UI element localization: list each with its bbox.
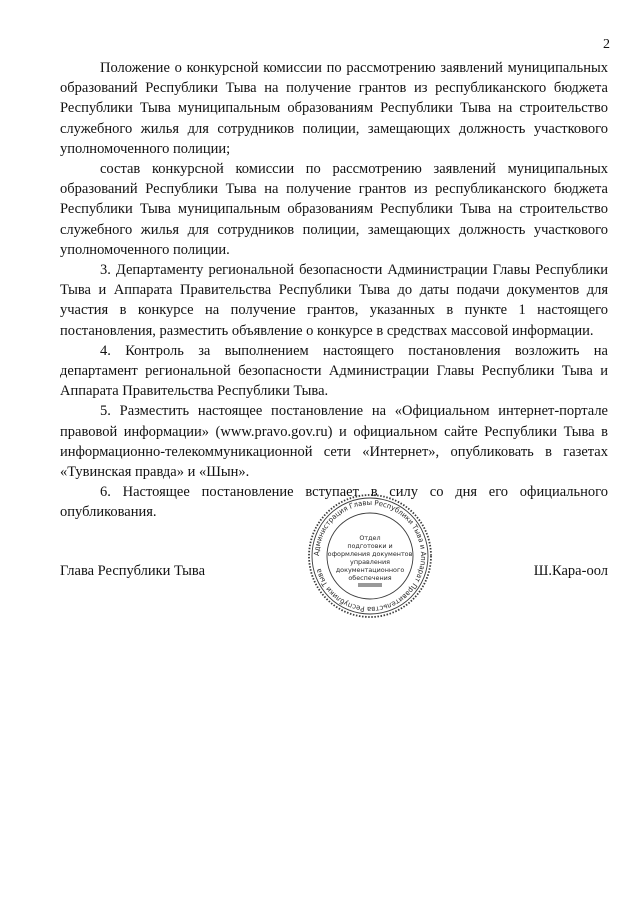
official-seal-stamp bbox=[306, 492, 434, 620]
page-number: 2 bbox=[603, 37, 610, 52]
paragraph-item-5: 5. Разместить настоящее постановление на «Официальном интернет-портале правовой информации» (www.pravo.gov.ru) и официальном сайте Республики Тыва в информационно-телекоммуникационной сети «Интернет», опубликовать в газетах «Тувинская правда» и «Шын». bbox=[60, 403, 608, 481]
seal-center-line: оформления документов bbox=[327, 550, 413, 558]
seal-center-line: управления bbox=[350, 558, 390, 566]
seal-center-text bbox=[328, 534, 413, 582]
seal-emblem-mark bbox=[358, 583, 382, 587]
paragraph-commission-composition: состав конкурсной комиссии по рассмотрению заявлений муниципальных образований Республики Тыва на получение грантов из республиканского бюджета Республики Тыва муниципальным образованиям Республики Тыва на строительство служебного жилья для сотрудников полиции, замещающих должность участкового уполномоченного полиции. bbox=[60, 161, 608, 258]
paragraph-item-4: 4. Контроль за выполнением настоящего постановления возложить на департамент региональной безопасности Администрации Главы Республики Тыва и Аппарата Правительства Республики Тыва. bbox=[60, 342, 608, 400]
signature-title: Глава Республики Тыва bbox=[60, 563, 206, 579]
seal-ring-textpath: Администрация Главы Республики Тыва и Аппарат Правительства Республики Тыва bbox=[311, 497, 429, 615]
seal-center-line: обеспечения bbox=[348, 574, 392, 582]
signature-name: Ш.Кара-оол bbox=[533, 563, 608, 579]
seal-center-line: подготовки и bbox=[347, 542, 393, 550]
paragraph-item-6: 6. Настоящее постановление вступает в силу со дня его официального опубликования. bbox=[60, 484, 608, 521]
seal-center-line: документационного bbox=[335, 566, 405, 574]
seal-center-line: Отдел bbox=[359, 534, 381, 542]
paragraph-item-3: 3. Департаменту региональной безопасности Администрации Главы Республики Тыва и Аппарата Правительства Республики Тыва до даты подачи документов для участия в конкурсе на получение грантов, указанных в пункте 1 настоящего постановления, разместить объявление о конкурсе в средствах массовой информации. bbox=[60, 262, 608, 339]
paragraph-commission-regulation: Положение о конкурсной комиссии по рассмотрению заявлений муниципальных образований Республики Тыва на получение грантов из республиканского бюджета Республики Тыва муниципальным образованиям Республики Тыва на строительство служебного жилья для сотрудников полиции, замещающих должность участкового уполномоченного полиции; bbox=[60, 60, 608, 157]
document-body bbox=[60, 58, 608, 523]
